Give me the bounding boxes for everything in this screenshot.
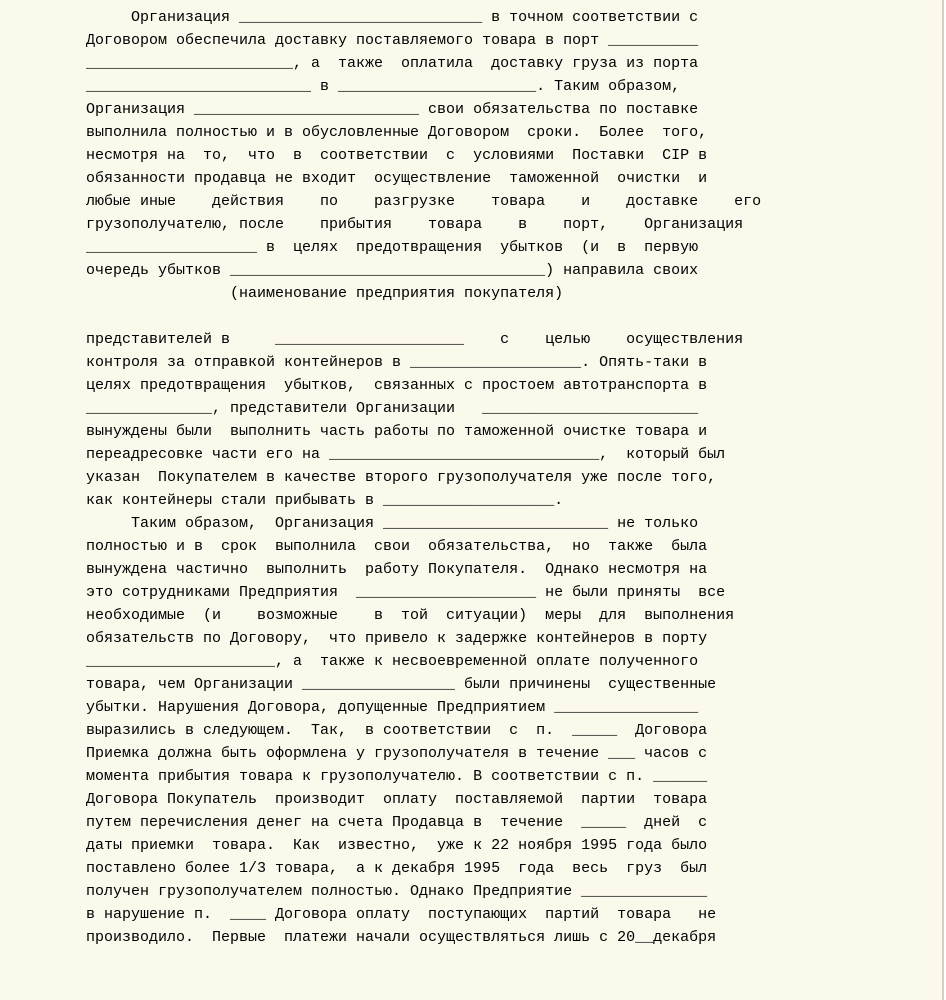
text-line: _____________________, а также к несвоевременной оплате полученного (86, 653, 699, 670)
text-line: представителей в _____________________ с целью осуществления (86, 331, 744, 348)
text-line: любые иные действия по разгрузке товара и доставке его (86, 193, 762, 210)
text-line: _______________________, а также оплатила доставку груза из порта (86, 55, 699, 72)
text-line: необходимые (и возможные в той ситуации) меры для выполнения (86, 607, 735, 624)
text-line: Договора Покупатель производит оплату поставляемой партии товара (86, 791, 708, 808)
text-line: Организация _________________________ свои обязательства по поставке (86, 101, 699, 118)
text-line: путем перечисления денег на счета Продавца в течение _____ дней с (86, 814, 708, 831)
text-line: товара, чем Организации _________________ были причинены существенные (86, 676, 717, 693)
text-line: обязательств по Договору, что привело к задержке контейнеров в порту (86, 630, 708, 647)
text-line: грузополучателю, после прибытия товара в порт, Организация (86, 216, 744, 233)
text-line: несмотря на то, что в соответствии с условиями Поставки CIP в (86, 147, 708, 164)
text-line: Организация ___________________________ в точном соответствии с (86, 9, 699, 26)
text-line: поставлено более 1/3 товара, а к декабря 1995 года весь груз был (86, 860, 708, 877)
text-line: это сотрудниками Предприятия ____________________ не были приняты все (86, 584, 726, 601)
text-line: убытки. Нарушения Договора, допущенные Предприятием ________________ (86, 699, 699, 716)
text-line: полностью и в срок выполнила свои обязательства, но также была (86, 538, 708, 555)
text-line: _________________________ в ______________________. Таким образом, (86, 78, 681, 95)
text-line: Приемка должна быть оформлена у грузополучателя в течение ___ часов с (86, 745, 708, 762)
text-line: получен грузополучателем полностью. Однако Предприятие ______________ (86, 883, 708, 900)
text-line: ______________, представители Организации ________________________ (86, 400, 699, 417)
text-line: выразились в следующем. Так, в соответствии с п. _____ Договора (86, 722, 708, 739)
text-line: даты приемки товара. Как известно, уже к 22 ноября 1995 года было (86, 837, 708, 854)
text-line: вынуждена частично выполнить работу Покупателя. Однако несмотря на (86, 561, 708, 578)
text-line: указан Покупателем в качестве второго грузополучателя уже после того, (86, 469, 717, 486)
text-line: как контейнеры стали прибывать в ___________________. (86, 492, 564, 509)
text-line: обязанности продавца не входит осуществление таможенной очистки и (86, 170, 708, 187)
text-line: ___________________ в целях предотвращения убытков (и в первую (86, 239, 699, 256)
text-line: момента прибытия товара к грузополучателю. В соответствии с п. ______ (86, 768, 708, 785)
text-line: вынуждены были выполнить часть работы по таможенной очистке товара и (86, 423, 708, 440)
text-line: контроля за отправкой контейнеров в ___________________. Опять-таки в (86, 354, 708, 371)
text-line: производило. Первые платежи начали осуществляться лишь с 20__декабря (86, 929, 717, 946)
text-line: целях предотвращения убытков, связанных с простоем автотранспорта в (86, 377, 708, 394)
text-line: переадресовке части его на ______________________________, который был (86, 446, 726, 463)
text-line: Таким образом, Организация _________________________ не только (86, 515, 699, 532)
text-line: очередь убытков ___________________________________) направила своих (86, 262, 699, 279)
text-line: выполнила полностью и в обусловленные Договором сроки. Более того, (86, 124, 708, 141)
field-caption: (наименование предприятия покупателя) (86, 285, 564, 302)
text-line: Договором обеспечила доставку поставляемого товара в порт __________ (86, 32, 699, 49)
text-line: в нарушение п. ____ Договора оплату поступающих партий товара не (86, 906, 717, 923)
